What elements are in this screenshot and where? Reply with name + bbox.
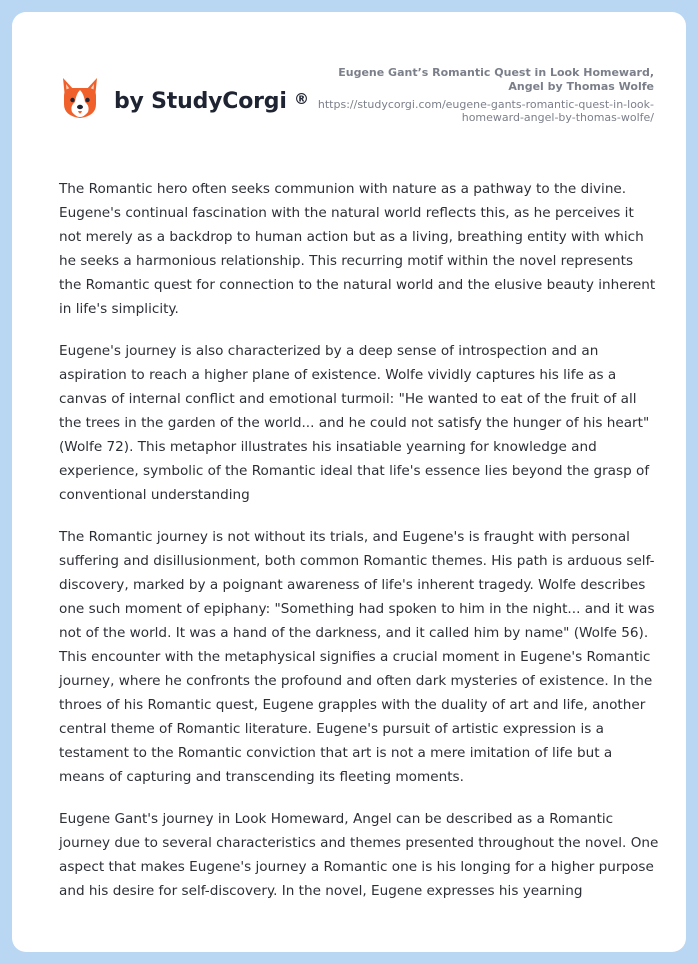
paragraph: The Romantic journey is not without its trials, and Eugene's is fraught with personal suffering and disillusionment, both common Romantic themes. His path is arduous self-discovery, marked by a poignant awareness of life's inherent tragedy. Wolfe describes one such moment of epiphany: "Something had spoken to him in the night... and it was not of the world. It was a hand of the darkness, and it called him by name" (Wolfe 56). This encounter with the metaphysical signifies a crucial moment in Eugene's Romantic journey, where he confronts the profound and often dark mysteries of existence. In the throes of his Romantic quest, Eugene grapples with the duality of art and life, another central theme of Romantic literature. Eugene's pursuit of artistic expression is a testament to the Romantic conviction that art is not a mere imitation of life but a means of capturing and transcending its fleeting moments.	[59, 529, 655, 785]
paragraph: Eugene Gant's journey in Look Homeward, Angel can be described as a Romantic journey due to several characteristics and themes presented throughout the novel. One aspect that makes Eugene's journey a Romantic one is his longing for a higher purpose and his desire for self-discovery. In the novel, Eugene expresses his yearning	[59, 811, 659, 899]
brand-name: by StudyCorgi	[114, 88, 287, 114]
registered-mark: ®	[294, 90, 309, 108]
studycorgi-logo[interactable]	[60, 76, 309, 122]
document-url[interactable]: https://studycorgi.com/eugene-gants-romantic-quest-in-look-homeward-angel-by-thomas-wolfe/	[317, 98, 654, 124]
document-header	[314, 66, 654, 124]
article-body	[59, 177, 659, 921]
corgi-logo-icon	[60, 76, 100, 122]
paragraph: The Romantic hero often seeks communion with nature as a pathway to the divine. Eugene's continual fascination with the natural world reflects this, as he perceives it not merely as a backdrop to human action but as a living, breathing entity with which he seeks a harmonious relationship. This recurring motif within the novel represents the Romantic quest for connection to the natural world and the elusive beauty inherent in life's simplicity.	[59, 181, 656, 317]
document-page	[12, 12, 686, 952]
document-title: Eugene Gant’s Romantic Quest in Look Homeward, Angel by Thomas Wolfe	[338, 66, 654, 93]
paragraph: Eugene's journey is also characterized by a deep sense of introspection and an aspiration to reach a higher plane of existence. Wolfe vividly captures his life as a canvas of internal conflict and emotional turmoil: "He wanted to eat of the fruit of all the trees in the garden of the world... and he could not satisfy the hunger of his heart" (Wolfe 72). This metaphor illustrates his insatiable yearning for knowledge and experience, symbolic of the Romantic ideal that life's essence lies beyond the grasp of conventional understanding	[59, 343, 650, 503]
